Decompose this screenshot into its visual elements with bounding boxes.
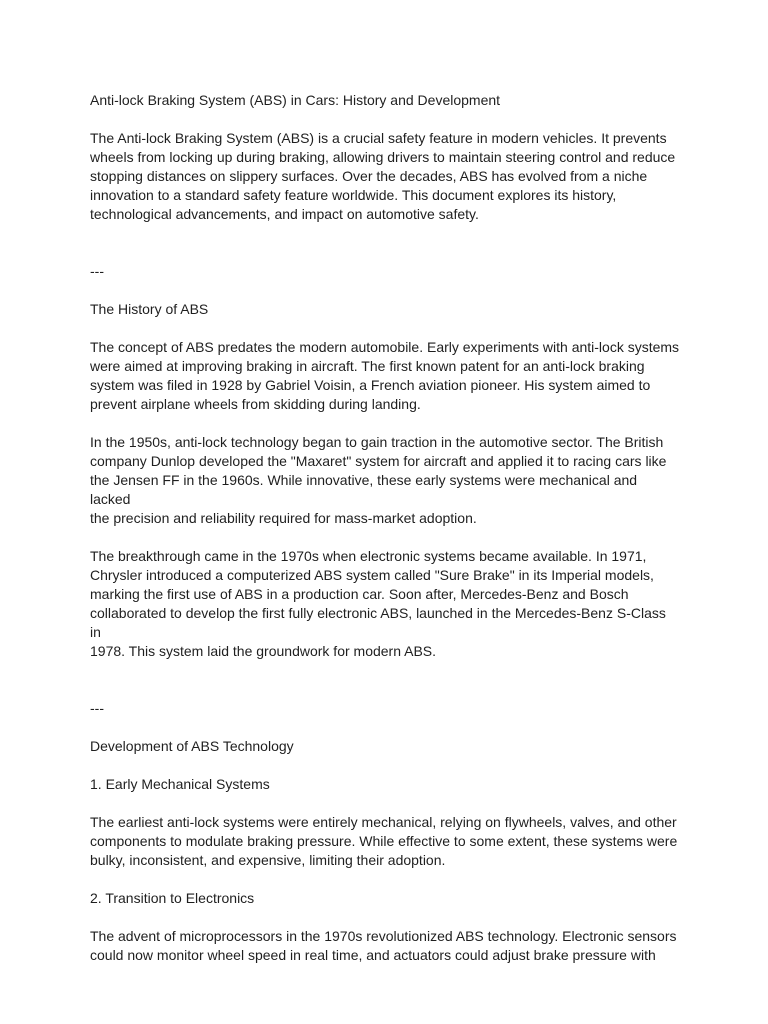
document-title: Anti-lock Braking System (ABS) in Cars: History and Development (90, 92, 501, 108)
development-heading: Development of ABS Technology (90, 738, 294, 754)
intro-paragraph: The Anti-lock Braking System (ABS) is a crucial safety feature in modern vehicles. It prevents wheels from locking up during braking, allowing drivers to maintain steering control and reduce stopping distances on slippery surfaces. Over the decades, ABS has evolved from a niche innovation to a standard safety feature worldwide. This document explores its history, technological advancements, and impact on automotive safety. (90, 130, 676, 222)
subsection-paragraph-mechanical: The earliest anti-lock systems were entirely mechanical, relying on flywheels, valves, and other components to modulate braking pressure. While effective to some extent, these systems were bulky, inconsistent, and expensive, limiting their adoption. (90, 814, 678, 868)
subsection-heading-electronics: 2. Transition to Electronics (90, 890, 255, 906)
subsection-heading-mechanical: 1. Early Mechanical Systems (90, 776, 270, 792)
section-divider: --- (90, 700, 104, 716)
history-paragraph-2: In the 1950s, anti-lock technology began to gain traction in the automotive sector. The British company Dunlop developed the "Maxaret" system for aircraft and applied it to racing cars like the Jensen FF in the 1960s. While innovative, these early systems were mechanical and lacked the precision and reliability required for mass-market adoption. (90, 434, 667, 526)
history-paragraph-1: The concept of ABS predates the modern automobile. Early experiments with anti-lock systems were aimed at improving braking in aircraft. The first known patent for an anti-lock braking system was filed in 1928 by Gabriel Voisin, a French aviation pioneer. His system aimed to prevent airplane wheels from skidding during landing. (90, 339, 680, 412)
history-paragraph-3: The breakthrough came in the 1970s when electronic systems became available. In 1971, Chrysler introduced a computerized ABS system called "Sure Brake" in its Imperial models, marking the first use of ABS in a production car. Soon after, Mercedes-Benz and Bosch collaborated to develop the first fully electronic ABS, launched in the Mercedes-Benz S-Class in 1978. This system laid the groundwork for modern ABS. (90, 548, 666, 659)
history-heading: The History of ABS (90, 301, 209, 317)
document-body (90, 91, 680, 965)
section-divider: --- (90, 263, 104, 279)
subsection-paragraph-electronics: The advent of microprocessors in the 1970s revolutionized ABS technology. Electronic sensors could now monitor wheel speed in real time, and actuators could adjust brake pressure with (90, 928, 677, 963)
